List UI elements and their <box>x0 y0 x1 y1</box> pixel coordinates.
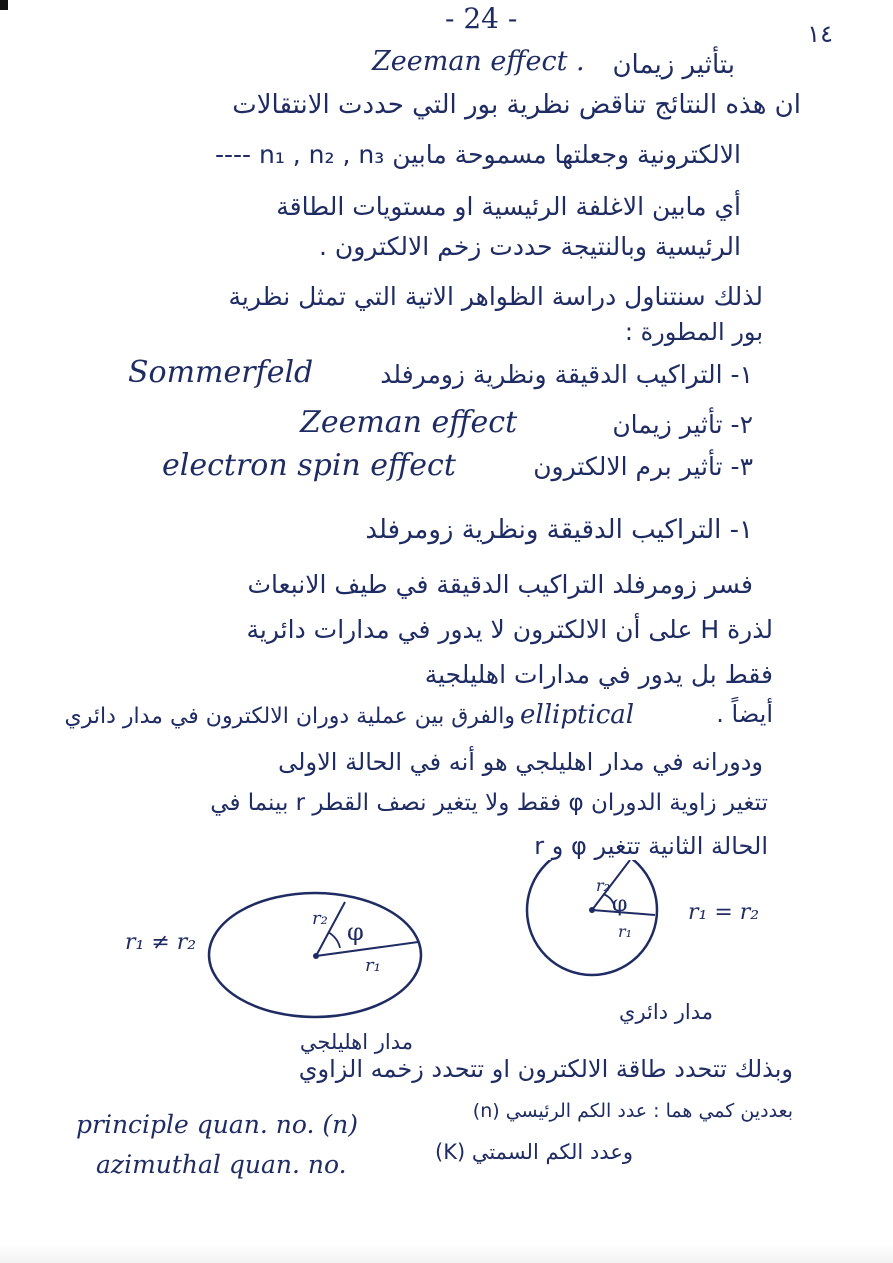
body-line-4: والفرق بين عملية دوران الالكترون في مدار دائري <box>64 704 515 729</box>
intro-line-1: ان هذه النتائج تناقض نظرية بور التي حددت الانتقالات <box>232 90 801 120</box>
intro-line-4: الرئيسية وبالنتيجة حددت زخم الالكترون . <box>318 232 741 261</box>
conclusion-line-1: وبذلك تتحدد طاقة الالكترون او تتحدد زخمه الزاوي <box>298 1055 793 1083</box>
ellipse-caption: مدار اهليلجي <box>299 1030 413 1054</box>
title-english: Zeeman effect . <box>372 46 585 77</box>
list-2-arabic: ٢- تأثير زيمان <box>612 410 753 439</box>
circle-label-r1: r₁ <box>618 922 633 941</box>
ellipse-label-r2: r₂ <box>312 908 328 929</box>
list-1-arabic: ١- التراكيب الدقيقة ونظرية زومرفلد <box>380 360 753 389</box>
body-line-2: لذرة H على أن الالكترون لا يدور في مدارات دائرية <box>246 615 773 644</box>
body-line-6: تتغير زاوية الدوران φ فقط ولا يتغير نصف القطر r بينما في <box>210 790 768 816</box>
list-2-english: Zeeman effect <box>300 405 518 440</box>
body-line-7: الحالة الثانية تتغير φ و r <box>534 832 768 860</box>
scan-bottom-shade <box>0 1245 893 1263</box>
circle-caption: مدار دائري <box>619 1000 713 1024</box>
scan-corner-mark <box>0 0 8 10</box>
list-3-english: electron spin effect <box>162 448 456 483</box>
ellipse-focus <box>313 953 319 959</box>
study-line-1: لذلك سنتناول دراسة الظواهر الاتية التي تمثل نظرية <box>228 282 763 311</box>
conclusion-line-3: وعدد الكم السمتي (K) <box>434 1140 633 1164</box>
intro-line-3: أي مابين الاغلفة الرئيسية او مستويات الطاقة <box>276 192 741 221</box>
list-3-arabic: ٣- تأثير برم الالكترون <box>533 452 753 481</box>
page-number: - 24 - <box>445 2 518 35</box>
study-line-2: بور المطورة : <box>624 318 763 346</box>
body-line-3: فقط بل يدور في مدارات اهليلجية <box>424 660 773 689</box>
circle-relation: r₁ = r₂ <box>688 900 760 925</box>
intro-line-2: الالكترونية وجعلتها مسموحة مابين n₁ , n₂ , n₃ ---- <box>214 140 741 169</box>
ellipse-label-r1: r₁ <box>365 955 381 976</box>
circular-orbit <box>527 860 657 975</box>
azimuthal-quantum-number: azimuthal quan. no. <box>96 1150 347 1179</box>
ellipse-label-phi: φ <box>347 918 364 946</box>
circle-label-phi: φ <box>612 892 628 917</box>
body-also: أيضاً . <box>716 700 773 728</box>
title-arabic: بتأثير زيمان <box>612 50 735 80</box>
circle-center <box>589 907 595 913</box>
list-1-english: Sommerfeld <box>128 355 314 390</box>
ellipse-relation: r₁ ≠ r₂ <box>125 930 197 955</box>
ellipse-angle-arc <box>328 932 340 948</box>
corner-page-number: ١٤ <box>807 20 833 48</box>
body-line-1: فسر زومرفلد التراكيب الدقيقة في طيف الانبعاث <box>247 570 753 599</box>
body-english-elliptical: elliptical <box>520 700 635 730</box>
section-heading: ١- التراكيب الدقيقة ونظرية زومرفلد <box>365 515 753 545</box>
conclusion-line-2: بعددين كمي هما : عدد الكم الرئيسي (n) <box>472 1100 793 1122</box>
body-line-5: ودورانه في مدار اهليلجي هو أنه في الحالة الاولى <box>278 748 763 776</box>
ellipse-r1-line <box>316 942 418 956</box>
principal-quantum-number: principle quan. no. (n) <box>76 1110 359 1139</box>
circle-label-r2: r₂ <box>596 876 611 895</box>
